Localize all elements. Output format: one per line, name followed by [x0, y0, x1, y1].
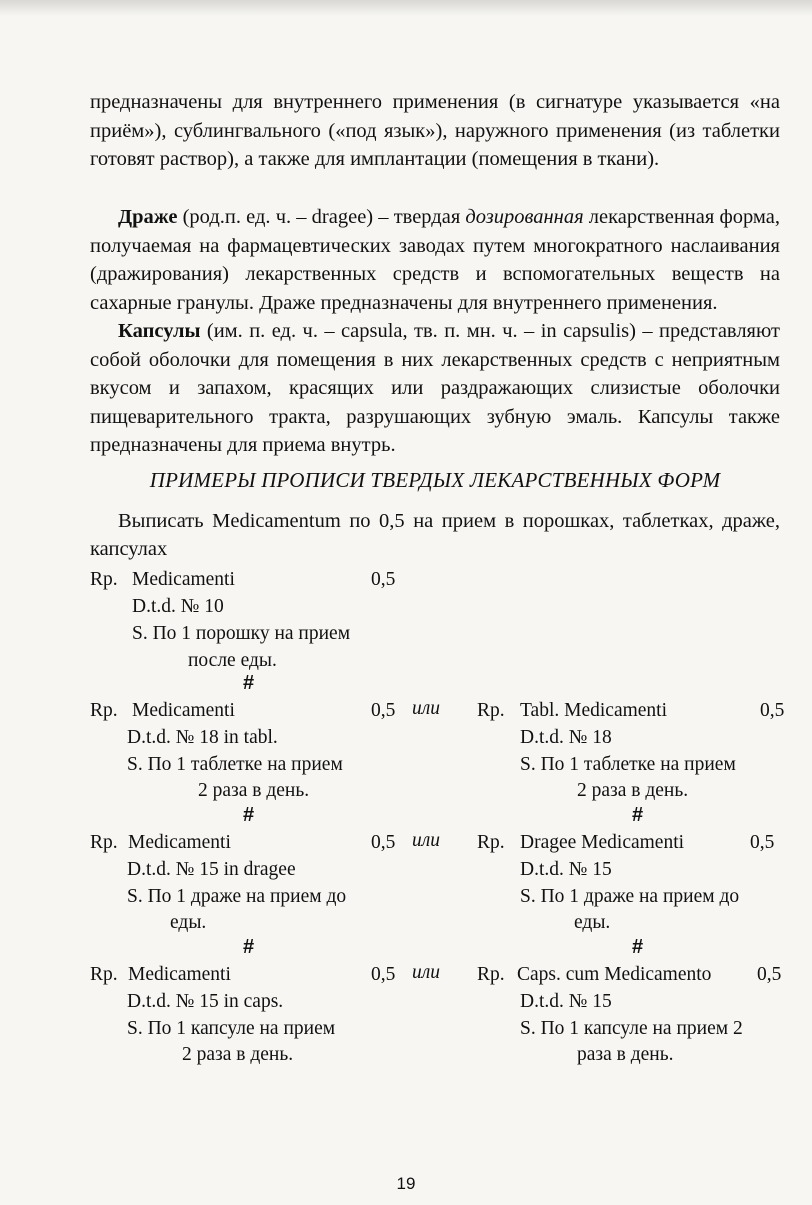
- rp-label: Rp.: [90, 569, 118, 590]
- signa-line: S. По 1 порошку на прием: [132, 623, 351, 644]
- dtd-line: D.t.d. № 15 in caps.: [127, 991, 284, 1012]
- separator: #: [243, 672, 255, 694]
- section-heading: ПРИМЕРЫ ПРОПИСИ ТВЕРДЫХ ЛЕКАРСТВЕННЫХ ФОРМ: [149, 468, 721, 492]
- scan-top-edge: [0, 0, 812, 16]
- paragraph-text: (род.п. ед. ч. – dragee) – твердая: [177, 206, 466, 228]
- separator: #: [243, 804, 255, 826]
- paragraph-capsules: [90, 317, 780, 460]
- prescription-tablet-left: [90, 698, 410, 808]
- signa-line: S. По 1 таблетке на прием: [127, 754, 343, 775]
- prescription-dragee-right: [477, 830, 787, 940]
- signa-line-continued: 2 раза в день.: [182, 1044, 294, 1065]
- prescription-capsules-left: [90, 962, 410, 1072]
- dtd-line: D.t.d. № 15 in dragee: [127, 859, 296, 880]
- or-word: или: [412, 830, 441, 851]
- signa-line-continued: после еды.: [188, 650, 277, 671]
- separator: #: [243, 936, 255, 958]
- paragraph-tablets-use: [90, 88, 780, 174]
- signa-line: S. По 1 таблетке на прием: [520, 754, 736, 775]
- separator: #: [632, 804, 644, 826]
- dtd-line: D.t.d. № 15: [520, 991, 612, 1012]
- prescription-powder: [90, 567, 410, 677]
- rp-label: Rp.: [90, 832, 118, 853]
- emphasis-dosed: дозированная: [465, 206, 584, 228]
- drug-name: Medicamenti: [132, 700, 235, 721]
- signa-line: S. По 1 драже на прием до: [127, 886, 347, 907]
- dose: 0,5: [760, 700, 785, 721]
- signa-line-continued: еды.: [170, 912, 207, 933]
- paragraph-text: лекарственная форма, получаемая на фармацевтических заводах путем многократного наслаивания (дражирования) лекарственных средств и вспомогательных веществ на сахарные гранулы. Драже предназначены для внутреннего применения.: [90, 206, 780, 314]
- signa-line-continued: еды.: [574, 912, 611, 933]
- dtd-line: D.t.d. № 15: [520, 859, 612, 880]
- signa-line-continued: раза в день.: [577, 1044, 674, 1065]
- dtd-line: D.t.d. № 18: [520, 727, 612, 748]
- or-word: или: [412, 698, 441, 719]
- term-capsules: Капсулы: [118, 320, 201, 342]
- signa-line-continued: 2 раза в день.: [577, 780, 689, 801]
- dtd-line: D.t.d. № 18 in tabl.: [127, 727, 278, 748]
- drug-name: Caps. cum Medicamento: [517, 964, 712, 985]
- page-number: 19: [396, 1174, 416, 1193]
- prescription-capsules-right: [477, 962, 792, 1072]
- prescription-tablet-right: [477, 698, 787, 808]
- drug-name: Medicamenti: [132, 569, 235, 590]
- signa-line: S. По 1 капсуле на прием: [127, 1018, 336, 1039]
- paragraph-text: (им. п. ед. ч. – capsula, тв. п. мн. ч. – in capsulis) – представляют собой оболочки для помещения в них лекарственных средств с неприятным вкусом и запахом, красящих или раздражающих слизистые оболочки пищеварительного тракта, разрушающих зубную эмаль. Капсулы также предназначены для приема внутрь.: [90, 320, 780, 457]
- dose: 0,5: [750, 832, 775, 853]
- signa-line: S. По 1 капсуле на прием 2: [520, 1018, 743, 1039]
- prescription-dragee-left: [90, 830, 410, 940]
- signa-line: S. По 1 драже на прием до: [520, 886, 740, 907]
- dose: 0,5: [371, 964, 396, 985]
- drug-name: Tabl. Medicamenti: [520, 700, 668, 721]
- rp-label: Rp.: [90, 700, 118, 721]
- signa-line-continued: 2 раза в день.: [198, 780, 310, 801]
- term-dragee: Драже: [118, 206, 178, 228]
- or-word: или: [412, 962, 441, 983]
- rp-label: Rp.: [477, 832, 505, 853]
- dose: 0,5: [371, 700, 396, 721]
- drug-name: Medicamenti: [128, 832, 231, 853]
- dose: 0,5: [371, 832, 396, 853]
- rp-label: Rp.: [90, 964, 118, 985]
- rp-label: Rp.: [477, 700, 505, 721]
- drug-name: Medicamenti: [128, 964, 231, 985]
- separator: #: [632, 936, 644, 958]
- paragraph-text: предназначены для внутреннего применения (в сигнатуре указывается «на приём»), сублингвального («под язык»), наружного применения (из таблетки готовят раствор), а также для имплантации (помещения в ткани).: [90, 91, 780, 171]
- drug-name: Dragee Medicamenti: [520, 832, 685, 853]
- dose: 0,5: [757, 964, 782, 985]
- task-statement: Выписать Medicamentum по 0,5 на прием в порошках, таблетках, драже, капсулах: [90, 510, 780, 560]
- rp-label: Rp.: [477, 964, 505, 985]
- dose: 0,5: [371, 569, 396, 590]
- dtd-line: D.t.d. № 10: [132, 596, 224, 617]
- paragraph-dragee: [90, 203, 780, 317]
